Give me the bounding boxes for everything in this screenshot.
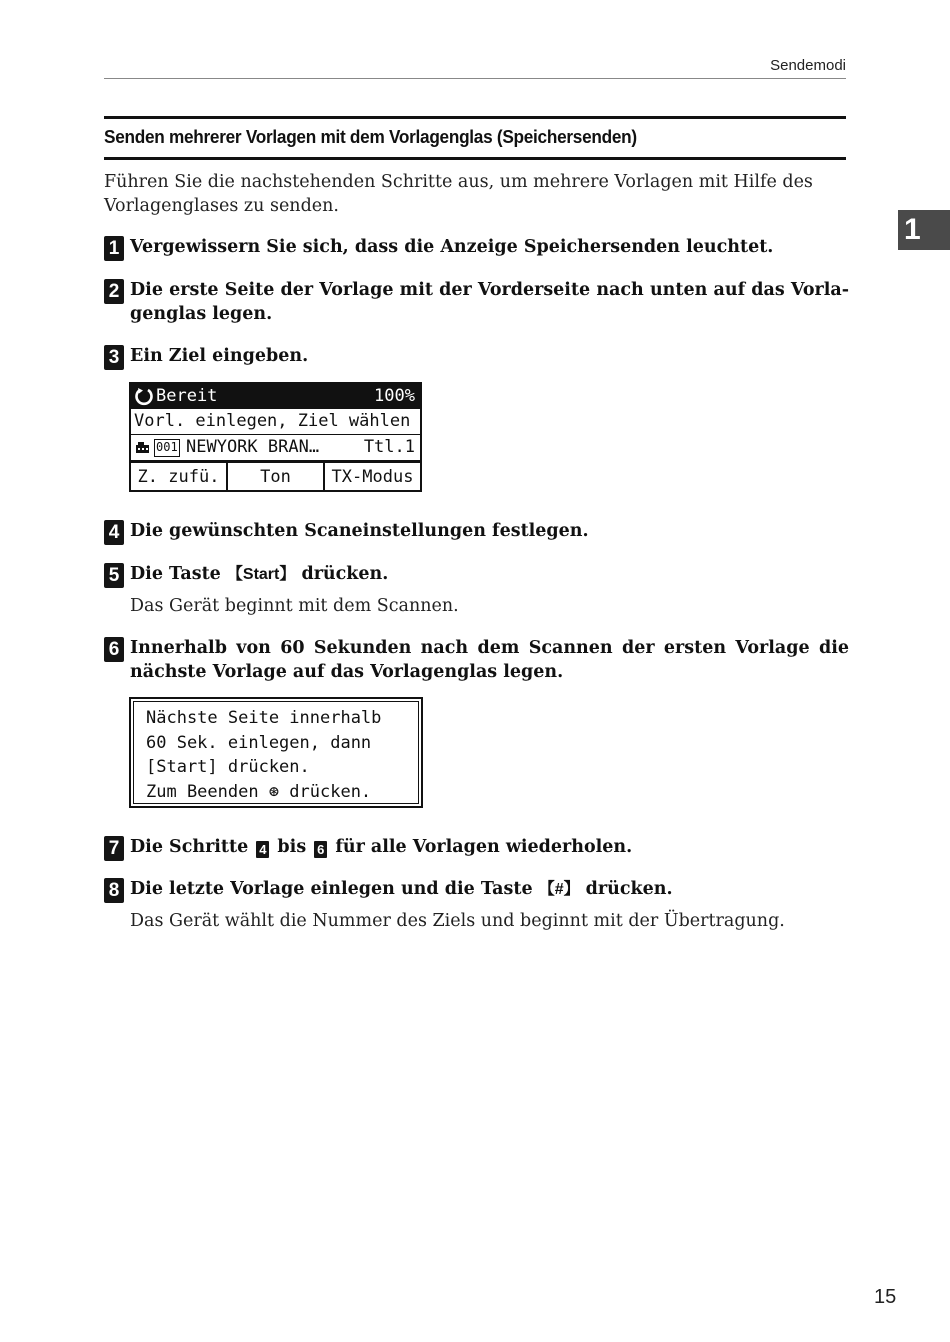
step-5 (104, 562, 849, 618)
step-text-after: drücken. (295, 564, 389, 584)
fax-icon (135, 441, 150, 454)
step-text (130, 562, 849, 587)
step-text-before: Die Schritte (130, 837, 255, 857)
step-text: Die gewünschten Scaneinstellungen festlegen. (130, 521, 589, 541)
step-number: 7 (104, 836, 124, 861)
lcd-line: Zum Beenden ⊛ drücken. (146, 781, 372, 802)
step-description: Das Gerät beginnt mit dem Scannen. (130, 596, 459, 616)
lcd-message-box (133, 701, 419, 804)
tone-button[interactable]: Ton (228, 462, 325, 490)
step-text: Die erste Seite der Vorlage mit der Vorderseite nach unten auf das Vorlagenglas legen. (130, 280, 849, 324)
intro-paragraph: Führen Sie die nachstehenden Schritte aus, um mehrere Vorlagen mit Hilfe des Vorlagenglases zu senden. (104, 172, 813, 216)
section-title: Senden mehrerer Vorlagen mit dem Vorlagenglas (Speichersenden) (104, 126, 637, 147)
step-3 (104, 344, 849, 368)
dest-name: NEWYORK BRAN… (186, 437, 320, 457)
lcd-zoom: 100% (374, 386, 415, 406)
step-text: Vergewissern Sie sich, dass die Anzeige Speichersenden leuchtet. (130, 237, 774, 257)
chapter-tab: 1 (898, 210, 950, 250)
section-rule-bottom (104, 157, 846, 160)
step-4 (104, 519, 849, 543)
step-number: 8 (104, 878, 124, 903)
step-6 (104, 636, 849, 684)
lcd-line: 60 Sek. einlegen, dann (146, 732, 372, 753)
step-text-after: drücken. (579, 879, 673, 899)
step-8 (104, 877, 849, 933)
step-1 (104, 235, 849, 259)
step-number: 6 (104, 637, 124, 662)
step-text (130, 877, 849, 902)
step-7 (104, 835, 849, 859)
step-number: 3 (104, 345, 124, 370)
step-text-before: Die letzte Vorlage einlegen und die Taste (130, 879, 539, 899)
dest-total: Ttl.1 (363, 437, 415, 457)
step-text (130, 835, 849, 859)
lcd-softkeys (131, 462, 420, 490)
lcd-screen-ready (129, 382, 422, 492)
lcd-status-bar (131, 384, 420, 409)
step-text: Innerhalb von 60 Sekunden nach dem Scannen der ersten Vorlage die nächste Vorlage auf das Vorlagenglas legen. (130, 638, 849, 682)
lcd-line: Nächste Seite innerhalb (146, 708, 382, 728)
hash-key-label: 【#】 (538, 881, 580, 898)
lcd-destination-row (131, 435, 420, 462)
start-key-label: 【Start】 (226, 566, 296, 583)
lcd-line: [Start] drücken. (146, 757, 310, 777)
header-rule (104, 78, 846, 79)
step-ref-from: 4 (256, 841, 269, 858)
step-ref-to: 6 (314, 841, 327, 858)
step-2 (104, 278, 849, 326)
tx-mode-button[interactable]: TX-Modus (325, 462, 420, 490)
step-text-after: für alle Vorlagen wiederholen. (329, 837, 633, 857)
step-number: 5 (104, 563, 124, 588)
section-rule-top (104, 116, 846, 119)
dest-number-badge: 001 (154, 439, 180, 457)
add-destination-button[interactable]: Z. zufü. (131, 462, 228, 490)
step-number: 2 (104, 279, 124, 304)
step-text-before: Die Taste (130, 564, 227, 584)
lcd-screen-next-page (129, 697, 423, 808)
step-text-mid: bis (271, 837, 313, 857)
step-description: Das Gerät wählt die Nummer des Ziels und beginnt mit der Übertragung. (130, 911, 785, 931)
step-number: 4 (104, 520, 124, 545)
step-text: Ein Ziel eingeben. (130, 346, 309, 366)
lcd-message: Vorl. einlegen, Ziel wählen (131, 409, 420, 435)
page-number: 15 (874, 1286, 897, 1308)
lcd-status-text: Bereit (156, 386, 218, 406)
running-head: Sendemodi (770, 57, 846, 74)
step-number: 1 (104, 236, 124, 261)
